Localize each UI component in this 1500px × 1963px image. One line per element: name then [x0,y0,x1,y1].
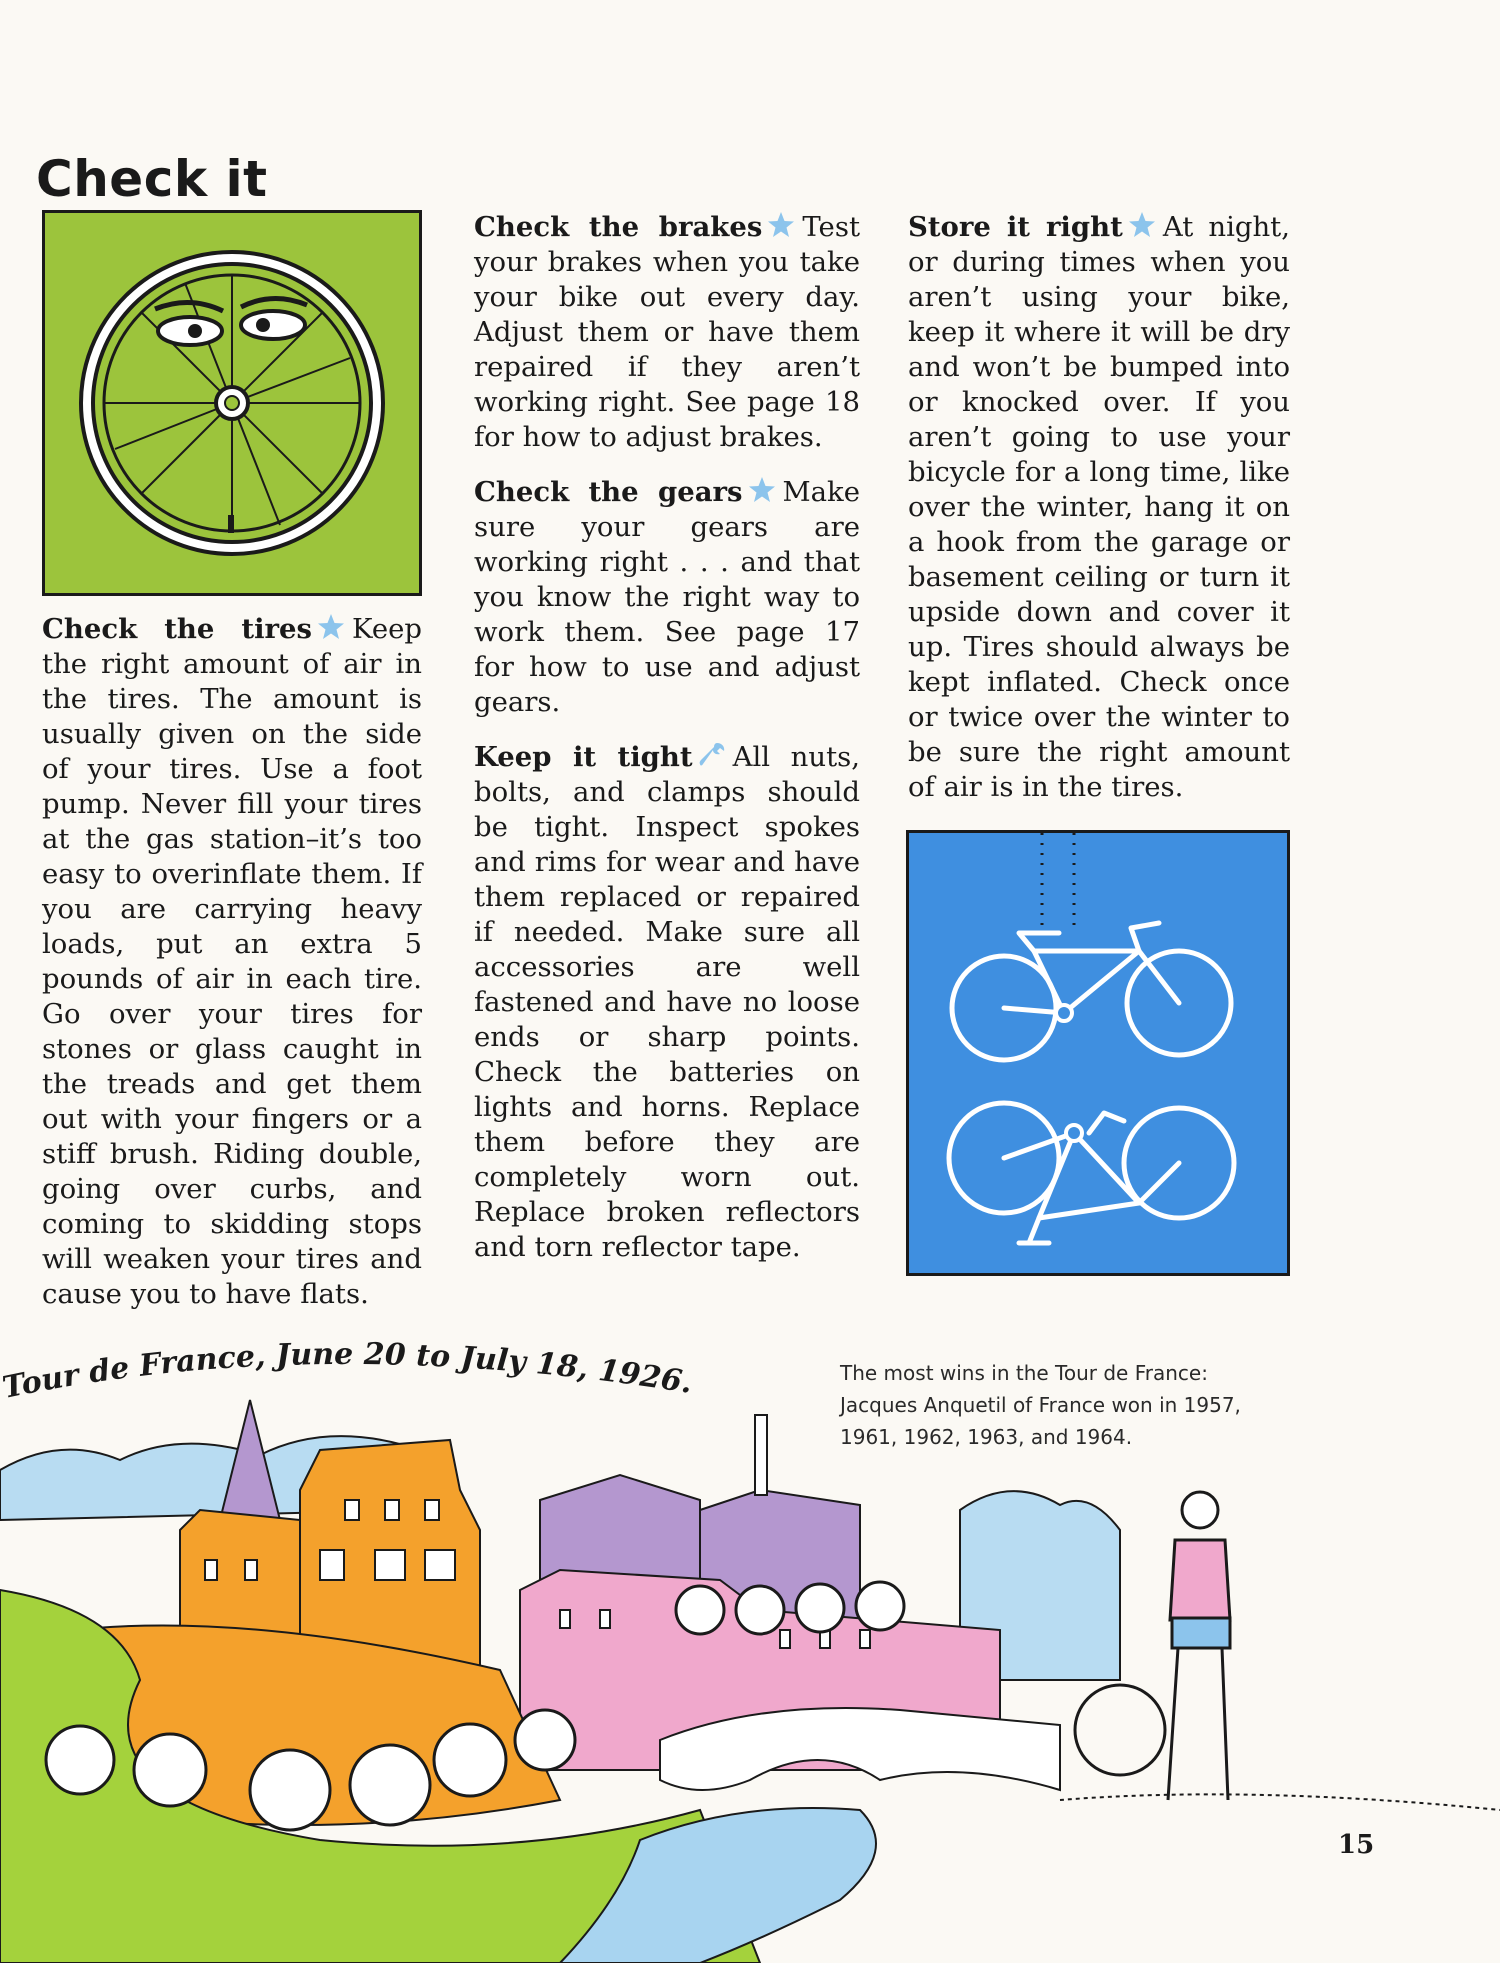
wrench-icon [697,740,727,770]
star-icon [766,210,796,240]
brakes-heading: Check the brakes [474,211,763,243]
gears-paragraph [474,475,860,720]
gears-heading: Check the gears [474,476,743,508]
page-title: Check it [36,150,268,208]
tires-text: Keep the right amount of air in the tires. The amount is usually given on the side of your tires. Use a foot pump. Never fill your tires at the gas station–it’s too easy to overinflate them. If you are carrying heavy loads, put an extra 5 pounds of air in each tire. Go over your tires for stones or glass caught in the treads and get them out with your fingers or a stiff brush. Riding double, going over curbs, and coming to skidding stops will weaken your tires and cause you to have flats. [42,613,422,1310]
tires-paragraph [42,612,422,1312]
column-right [908,210,1290,825]
bike-storage-illustration [906,830,1290,1276]
tight-paragraph [474,740,860,1265]
star-icon [316,612,346,642]
tour-title-text: Tour de France, June 20 to July 18, 1926. [0,1336,695,1406]
brakes-paragraph [474,210,860,455]
store-heading: Store it right [908,211,1123,243]
gears-text: Make sure your gears are working right . . . and that you know the right way to work them. See page 17 for how to use and adjust gears. [474,476,860,718]
star-icon [1127,210,1157,240]
column-left [42,612,422,1332]
tight-heading: Keep it tight [474,741,693,773]
store-paragraph [908,210,1290,805]
tight-text: All nuts, bolts, and clamps should be tight. Inspect spokes and rims for wear and have them replaced or repaired if needed. Make sure all accessories are well fastened and have no loose ends or sharp points. Check the batteries on lights and horns. Replace them before they are completely worn out. Replace broken reflectors and torn reflector tape. [474,741,860,1263]
column-middle [474,210,860,1285]
store-text: At night, or during times when you aren’t using your bike, keep it where it will be dry and won’t be bumped into or knocked over. If you aren’t going to use your bicycle for a long time, like over the winter, hang it on a hook from the garage or basement ceiling or turn it upside down and cover it up. Tires should always be kept inflated. Check once or twice over the winter to be sure the right amount of air is in the tires. [908,211,1290,803]
brakes-text: Test your brakes when you take your bike out every day. Adjust them or have them repaired if they aren’t working right. See page 18 for how to adjust brakes. [474,211,860,453]
star-icon [747,475,777,505]
tour-scene-illustration [0,1380,1500,1963]
page-number: 15 [1338,1830,1375,1860]
tires-heading: Check the tires [42,613,313,645]
wheel-illustration [42,210,422,596]
tour-caption: The most wins in the Tour de France: Jacques Anquetil of France won in 1957, 1961, 1962, 1963, and 1964. [840,1361,1241,1449]
